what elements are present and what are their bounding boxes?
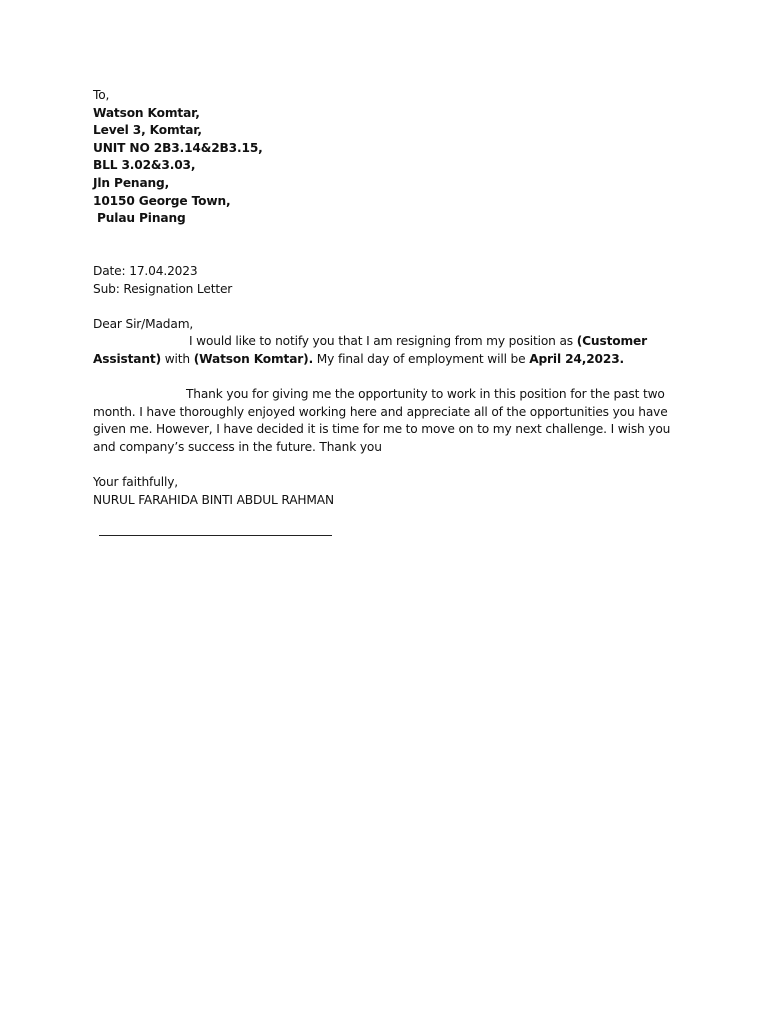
final-day: April 24,2023. [529,351,625,366]
recipient-name: Watson Komtar, [93,105,200,120]
company-name: (Watson Komtar). [193,351,314,366]
spacer [93,298,683,316]
position-title: (Customer Assistant) [93,334,647,366]
letter-subject: Sub: Resignation Letter [93,281,233,296]
spacer [93,456,683,474]
spacer [93,245,683,263]
para1-text: I would like to notify you that I am resigning from my position as [189,334,577,349]
resignation-letter [93,87,683,509]
salutation: Dear Sir/Madam, [93,316,194,331]
paragraph-notice [93,333,683,368]
para1-text: My final day of employment will be [313,351,530,366]
paragraph-thanks [93,386,683,456]
spacer [93,369,683,387]
signer-name: NURUL FARAHIDA BINTI ABDUL RAHMAN [93,492,334,507]
address-line: BLL 3.02&3.03, [93,158,196,173]
address-line: Pulau Pinang [97,211,186,226]
spacer [93,228,683,246]
para1-text: with [161,351,194,366]
address-to: To, [93,88,110,102]
address-line: 10150 George Town, [93,193,231,208]
address-line: UNIT NO 2B3.14&2B3.15, [93,140,263,155]
para2-text: Thank you for giving me the opportunity to work in this position for the past two month. I have thoroughly enjoyed working here and appreciate all of the opportunities you have given me. However, I have decided it is time for me to move on to my next challenge. I wish you and company’s success in the future. Thank you [93,387,671,454]
address-line: Jln Penang, [93,175,170,190]
address-line: Level 3, Komtar, [93,123,202,138]
letter-date: Date: 17.04.2023 [93,263,198,278]
valediction: Your faithfully, [93,475,179,490]
signature-line [99,535,332,536]
